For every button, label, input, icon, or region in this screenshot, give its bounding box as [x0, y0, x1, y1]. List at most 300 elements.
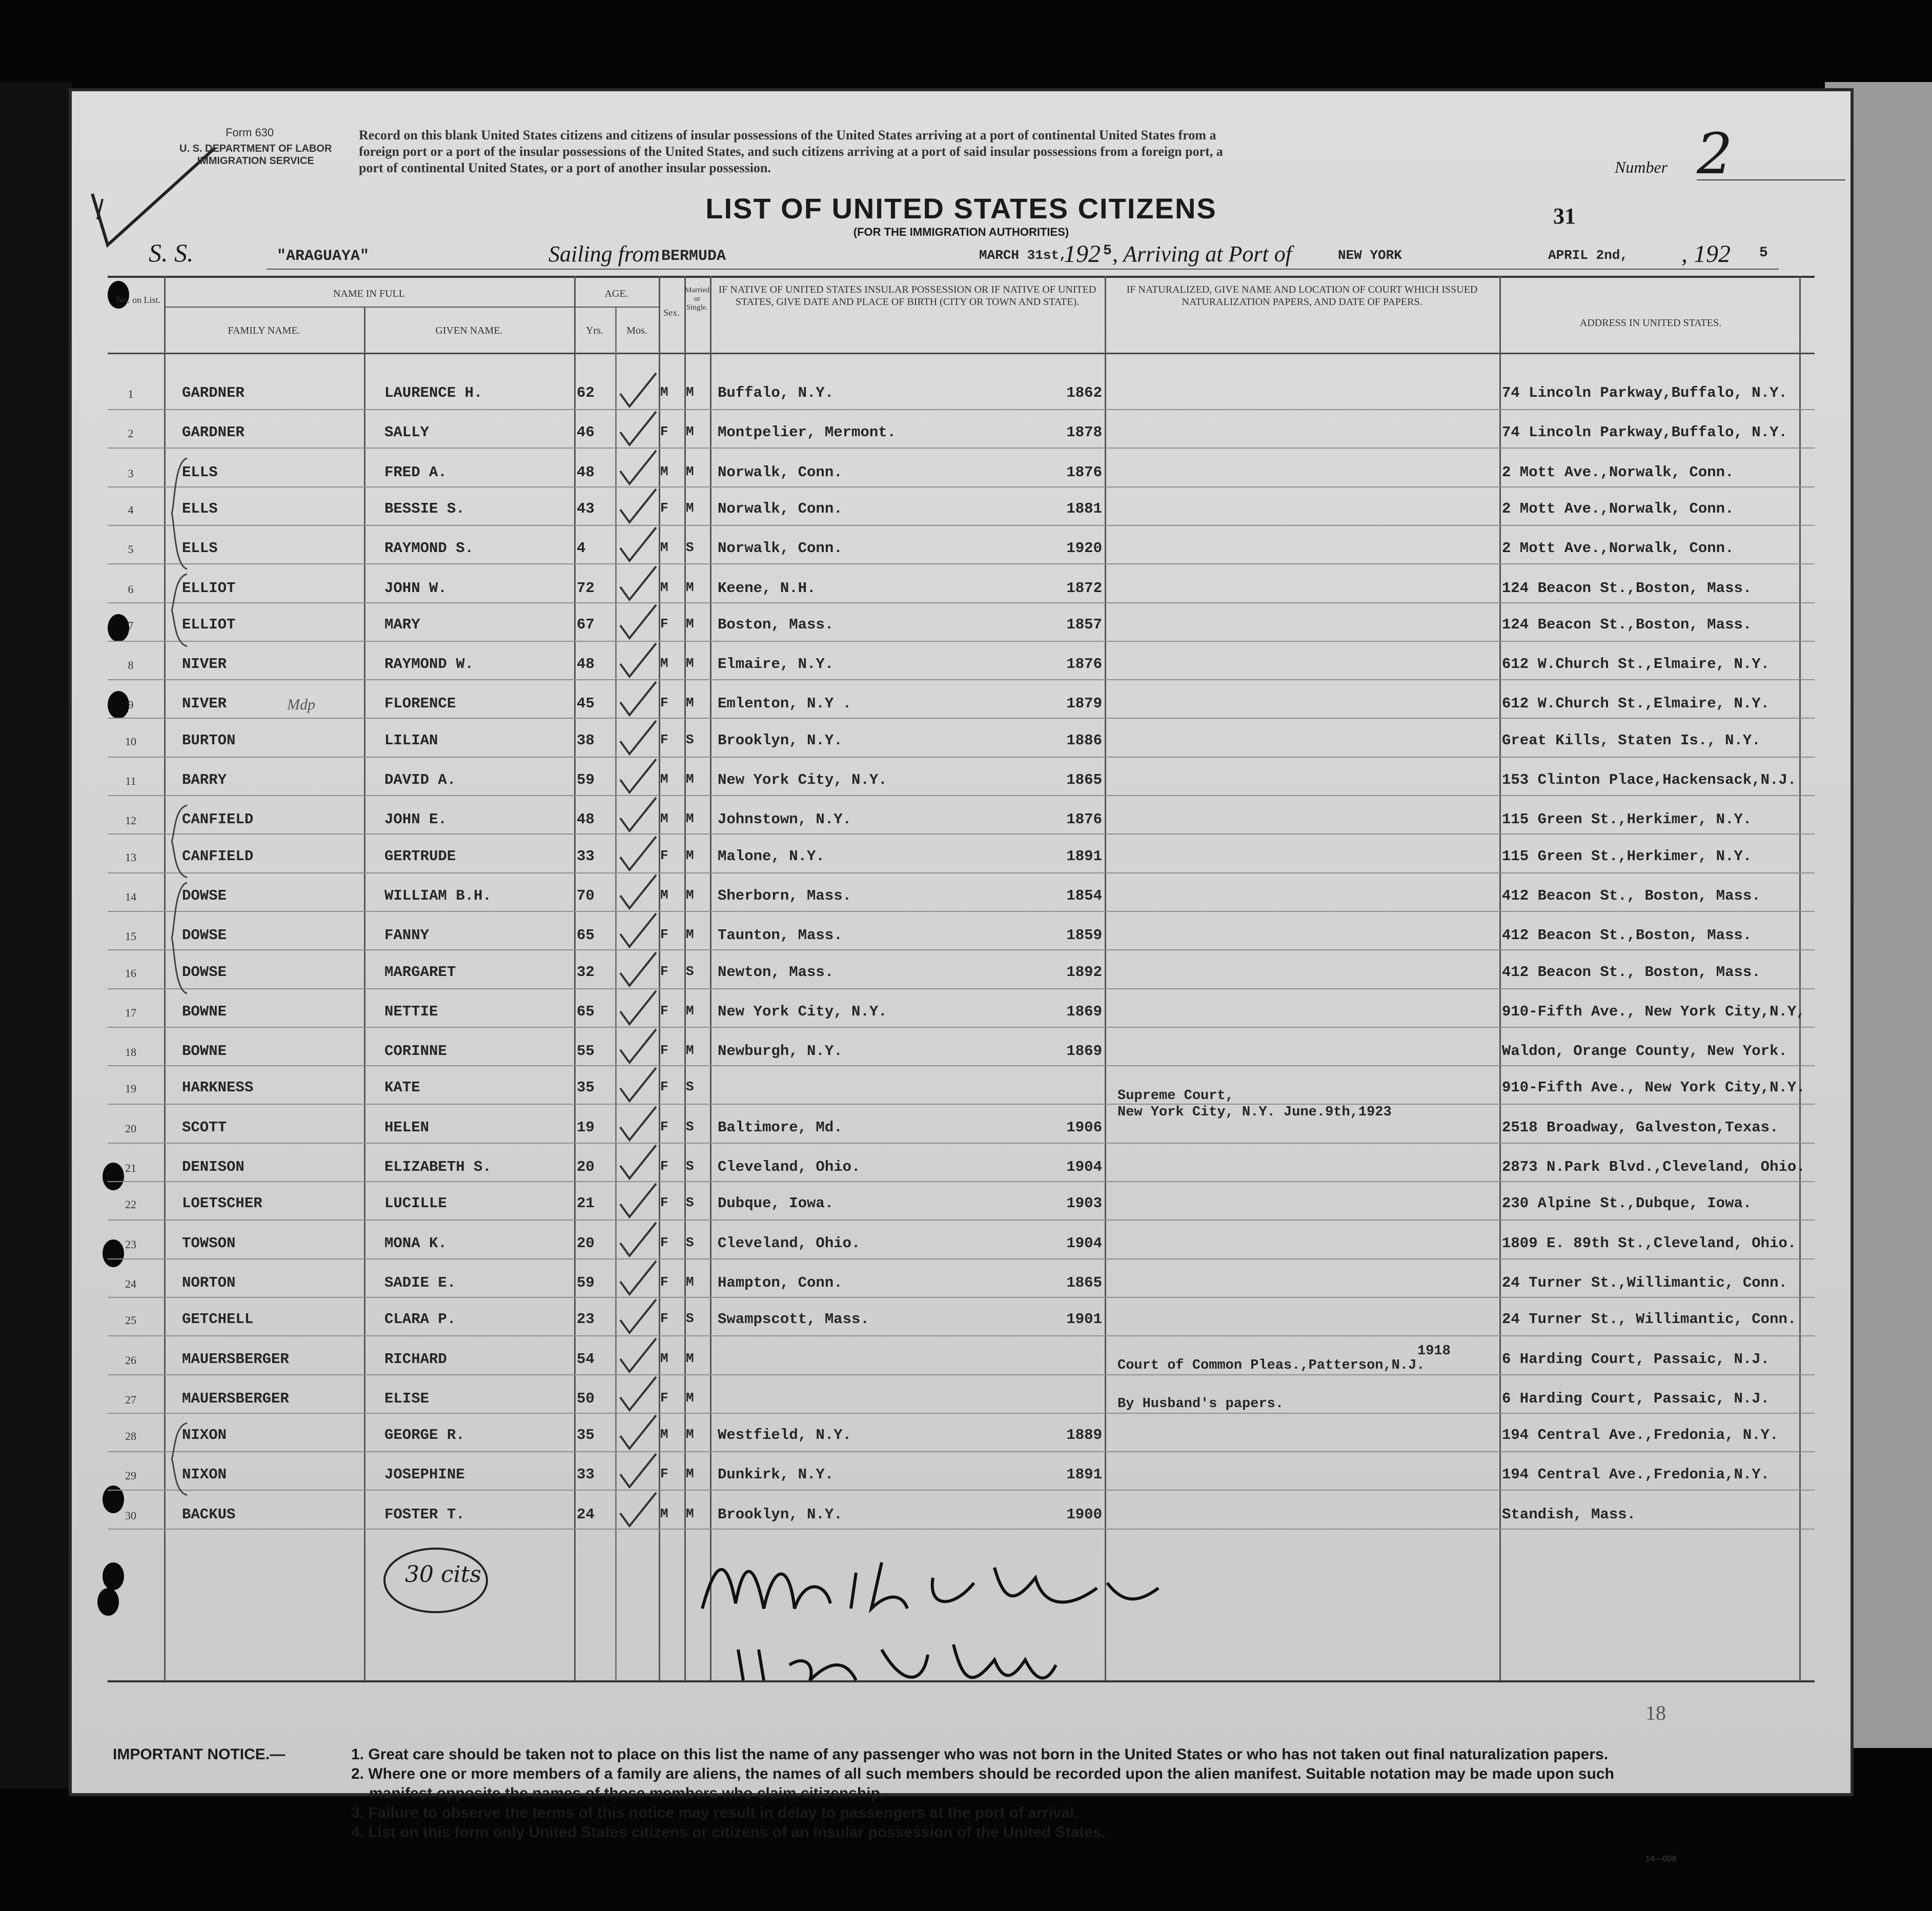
cell-address: 910-Fifth Ave., New York City,N.Y. [1502, 1079, 1805, 1096]
cell-family: BURTON [182, 731, 236, 749]
bottom-right-stamp-number: 18 [1645, 1701, 1666, 1724]
cell-no: 24 [125, 1277, 136, 1290]
cell-ms: M [686, 500, 694, 516]
checkmark-icon [615, 795, 661, 836]
cell-sex: F [660, 1195, 668, 1211]
cell-no: 27 [125, 1393, 136, 1406]
cell-age: 48 [577, 656, 595, 673]
cell-given: FANNY [384, 927, 430, 944]
cell-year: 1878 [1066, 424, 1102, 441]
cell-year: 1891 [1066, 847, 1102, 865]
cell-place: Cleveland, Ohio. [718, 1158, 861, 1175]
instruction-line: foreign port or a port of the insular possessions of the United States, and such citizens arriving at a port of said insular possessions from a foreign port, a [359, 144, 1223, 159]
cell-ms: M [686, 1466, 694, 1482]
instruction-line: port of continental United States, or a port of another insular possession. [359, 160, 771, 175]
cell-place: Newton, Mass. [718, 963, 834, 981]
cell-age: 23 [577, 1311, 595, 1328]
cell-ms: M [686, 616, 694, 632]
cell-ms: M [686, 1350, 694, 1366]
arrival-date: APRIL 2nd, [1548, 248, 1629, 263]
cell-age: 20 [577, 1158, 595, 1175]
checkmark-icon [615, 950, 661, 991]
cell-address: 412 Beacon St.,Boston, Mass. [1502, 927, 1752, 944]
family-bracket [169, 572, 195, 649]
cell-year: 1904 [1066, 1234, 1102, 1252]
cell-place: Dunkirk, N.Y. [718, 1466, 834, 1483]
cell-place: Boston, Mass. [718, 616, 834, 633]
cell-family: BOWNE [182, 1003, 227, 1020]
cell-age: 59 [577, 771, 595, 788]
row-rule [108, 833, 1815, 835]
cell-address: Standish, Mass. [1502, 1506, 1636, 1523]
cell-no: 2 [128, 427, 134, 440]
cell-no: 18 [125, 1046, 136, 1059]
cell-family: ELLS [182, 463, 218, 481]
cell-no: 22 [125, 1198, 136, 1211]
checkmark-icon [615, 872, 661, 913]
cell-age: 55 [577, 1043, 595, 1060]
cell-year: 1906 [1066, 1119, 1102, 1136]
header-naturalized: IF NATURALIZED, GIVE NAME AND LOCATION OF COURT WHICH ISSUED NATURALIZATION PAPERS, AND DATE OF PAPERS. [1126, 284, 1478, 308]
cell-address: 24 Turner St., Willimantic, Conn. [1502, 1311, 1797, 1328]
cell-ms: M [686, 887, 694, 903]
cell-sex: M [660, 384, 668, 400]
cell-ms: S [686, 1079, 694, 1095]
cell-no: 20 [125, 1122, 136, 1135]
cell-given: MARGARET [384, 963, 456, 981]
cell-address: 115 Green St.,Herkimer, N.Y. [1502, 847, 1752, 865]
checkmark-icon [615, 1413, 661, 1454]
row-rule [108, 1297, 1815, 1298]
cell-court-year: 1918 [1417, 1343, 1451, 1359]
cell-place: Norwalk, Conn. [718, 463, 843, 481]
cell-family: DENISON [182, 1158, 245, 1175]
cell-family: DOWSE [182, 927, 227, 944]
row-rule [108, 1529, 1815, 1530]
cell-family: NIVER [182, 656, 227, 673]
cell-sex: F [660, 616, 668, 632]
cell-given: BESSIE S. [384, 500, 465, 517]
cell-ms: M [686, 579, 694, 595]
cell-family: SCOTT [182, 1119, 227, 1136]
cell-year: 1891 [1066, 1466, 1102, 1483]
cell-family: NIXON [182, 1466, 227, 1483]
cell-address: 2 Mott Ave.,Norwalk, Conn. [1502, 463, 1734, 481]
cell-given: RAYMOND S. [384, 540, 474, 557]
cell-age: 65 [577, 927, 595, 944]
column-divider [364, 307, 365, 1680]
departure-date: MARCH 31st, [979, 248, 1067, 263]
cell-ms: M [686, 695, 694, 711]
cell-age: 21 [577, 1195, 595, 1212]
cell-no: 25 [125, 1314, 136, 1327]
manifest-page [72, 91, 1850, 1863]
instruction-line: Record on this blank United States citizens and citizens of insular possessions of the United States arriving at a port of continental United States from a [359, 128, 1216, 143]
cell-family: MAUERSBERGER [182, 1390, 289, 1407]
checkmark-icon [615, 564, 661, 605]
checkmark-icon [615, 1490, 661, 1531]
cell-family: ELLS [182, 500, 218, 517]
cell-no: 7 [128, 619, 134, 632]
cell-age: 33 [577, 1466, 595, 1483]
ship-name: "ARAGUAYA" [277, 248, 370, 265]
cell-address: 24 Turner St.,Willimantic, Conn. [1502, 1274, 1787, 1291]
cell-ms: M [686, 811, 694, 827]
cell-place: Brooklyn, N.Y. [718, 731, 843, 749]
voyage-underline [267, 269, 1779, 270]
cell-no: 8 [128, 659, 134, 672]
row-rule [108, 679, 1815, 680]
departure-year-digit: 5 [1103, 243, 1112, 259]
cell-age: 59 [577, 1274, 595, 1291]
cell-no: 16 [125, 966, 136, 980]
notice-item-4: 4. List on this form only United States citizens or citizens of an insular possession of the United States. [351, 1824, 1106, 1841]
cell-age: 65 [577, 1003, 595, 1020]
cell-address: 2518 Broadway, Galveston,Texas. [1502, 1119, 1779, 1136]
header-birth: IF NATIVE OF UNITED STATES INSULAR POSSESSION OR IF NATIVE OF UNITED STATES, GIVE DATE AND PLACE OF BIRTH (CITY OR TOWN AND STATE). [718, 284, 1096, 308]
cell-ms: M [686, 384, 694, 400]
cell-year: 1876 [1066, 811, 1102, 828]
cell-address: 6 Harding Court, Passaic, N.J. [1502, 1390, 1770, 1407]
cell-place: Baltimore, Md. [718, 1119, 843, 1136]
cell-ms: M [686, 1506, 694, 1521]
checkmark-icon [615, 1143, 661, 1184]
cell-given: FOSTER T. [384, 1506, 465, 1523]
row-rule [108, 757, 1815, 758]
cell-year: 1876 [1066, 656, 1102, 673]
row-rule [108, 718, 1815, 719]
row-rule [108, 1219, 1815, 1221]
departure-port: BERMUDA [661, 248, 726, 265]
cell-age: 19 [577, 1119, 595, 1136]
header-no-on-list: No. on List. [116, 295, 160, 305]
cell-no: 19 [125, 1082, 136, 1095]
cell-family: NIXON [182, 1427, 227, 1444]
row-rule [108, 795, 1815, 796]
cell-family: GARDNER [182, 384, 245, 401]
scan-left-margin [0, 82, 72, 1789]
row-rule [108, 1143, 1815, 1144]
cell-address: 612 W.Church St.,Elmaire, N.Y. [1502, 695, 1770, 713]
checkmark-icon [615, 679, 661, 720]
cell-no: 21 [125, 1162, 136, 1174]
cell-year: 1872 [1066, 579, 1102, 597]
cell-family: LOETSCHER [182, 1195, 262, 1212]
cell-family: BOWNE [182, 1043, 227, 1060]
header-mos: Mos. [626, 325, 647, 336]
cell-given: LAURENCE H. [384, 384, 483, 401]
cell-sex: F [660, 695, 668, 711]
cell-sex: F [660, 731, 668, 747]
cell-address: 74 Lincoln Parkway,Buffalo, N.Y. [1502, 384, 1787, 401]
checkmark-icon [615, 1336, 661, 1377]
cell-given: MARY [384, 616, 420, 633]
cell-age: 4 [577, 540, 586, 557]
row-rule [108, 1413, 1815, 1414]
checkmark-icon [615, 1451, 661, 1492]
cell-age: 20 [577, 1234, 595, 1252]
cell-place: Johnstown, N.Y. [718, 811, 852, 828]
cell-year: 1857 [1066, 616, 1102, 633]
checkmark-icon [615, 1258, 661, 1299]
cell-family: BARRY [182, 771, 227, 788]
cell-sex: M [660, 1350, 668, 1366]
row-rule [108, 1258, 1815, 1259]
cell-sex: M [660, 579, 668, 595]
cell-address: 2873 N.Park Blvd.,Cleveland, Ohio. [1502, 1158, 1805, 1175]
cell-given: NETTIE [384, 1003, 438, 1020]
cell-family: NIVER [182, 695, 227, 713]
checkmark-icon [615, 448, 661, 489]
cell-given: DAVID A. [384, 771, 456, 788]
header-age: AGE. [604, 288, 628, 299]
cell-place: Emlenton, N.Y . [718, 695, 852, 713]
cell-year: 1920 [1066, 540, 1102, 557]
row-rule [108, 1104, 1815, 1105]
row-rule [108, 1451, 1815, 1452]
cell-ms: S [686, 963, 694, 979]
cell-no: 26 [125, 1353, 136, 1367]
cell-given: JOSEPHINE [384, 1466, 465, 1483]
cell-sex: F [660, 847, 668, 863]
checkmark-icon [615, 757, 661, 798]
service-name: IMMIGRATION SERVICE [197, 155, 314, 167]
cell-sex: F [660, 500, 668, 516]
cell-address: 612 W.Church St.,Elmaire, N.Y. [1502, 656, 1770, 673]
cell-no: 6 [128, 582, 134, 596]
cell-sex: M [660, 1427, 668, 1442]
header-yrs: Yrs. [586, 325, 603, 336]
cell-no: 1 [128, 388, 134, 400]
cell-family: BACKUS [182, 1506, 236, 1523]
notice-item-3: 3. Failure to observe the terms of this notice may result in delay to passengers at the port of arrival. [351, 1804, 1079, 1821]
cell-address: 412 Beacon St., Boston, Mass. [1502, 963, 1761, 981]
cell-sex: M [660, 1506, 668, 1521]
cell-given: FRED A. [384, 463, 447, 481]
cell-given: KATE [384, 1079, 420, 1096]
ss-label: S. S. [149, 238, 194, 267]
cell-ms: M [686, 927, 694, 943]
cell-age: 62 [577, 384, 595, 401]
cell-age: 46 [577, 424, 595, 441]
cell-year: 1869 [1066, 1003, 1102, 1020]
cell-place: Dubque, Iowa. [718, 1195, 834, 1212]
cell-ms: S [686, 1158, 694, 1174]
cell-age: 70 [577, 887, 595, 904]
header-given-name: GIVEN NAME. [435, 325, 503, 336]
checkmark-icon [615, 409, 661, 450]
cell-family: DOWSE [182, 887, 227, 904]
cell-age: 50 [577, 1390, 595, 1407]
cell-place: Newburgh, N.Y. [718, 1043, 843, 1060]
cell-year: 1865 [1066, 1274, 1102, 1291]
row-rule [108, 602, 1815, 603]
cell-year: 1904 [1066, 1158, 1102, 1175]
cell-age: 72 [577, 579, 595, 597]
cell-year: 1881 [1066, 500, 1102, 517]
cell-address: 194 Central Ave.,Fredonia, N.Y. [1502, 1427, 1779, 1444]
cell-place: Malone, N.Y. [718, 847, 825, 865]
notice-item-2: 2. Where one or more members of a family are aliens, the names of all such members should be recorded upon the alien manifest. Suitable notation may be made upon such [351, 1765, 1614, 1782]
cell-sex: F [660, 1274, 668, 1290]
cell-ms: M [686, 1274, 694, 1290]
cell-address: 124 Beacon St.,Boston, Mass. [1502, 579, 1752, 597]
cell-given: JOHN E. [384, 811, 447, 828]
family-bracket [169, 1420, 195, 1498]
cell-ms: S [686, 1119, 694, 1134]
cell-family: MAUERSBERGER [182, 1350, 289, 1368]
row-rule [108, 1065, 1815, 1066]
table-top-rule [108, 276, 1815, 278]
department-name: U. S. DEPARTMENT OF LABOR [179, 143, 332, 154]
sailing-from-label: Sailing from [548, 241, 660, 267]
cell-year: 1854 [1066, 887, 1102, 904]
arrival-year-digit: 5 [1759, 245, 1768, 261]
checkmark-icon [615, 602, 661, 643]
cell-ms: S [686, 1311, 694, 1327]
cell-given: RAYMOND W. [384, 656, 474, 673]
cell-no: 4 [128, 503, 134, 516]
row-rule [108, 1490, 1815, 1491]
header-address: ADDRESS IN UNITED STATES. [1579, 317, 1722, 329]
cell-place: Norwalk, Conn. [718, 540, 843, 557]
cell-ms: M [686, 424, 694, 440]
cell-family: ELLS [182, 540, 218, 557]
cell-ms: M [686, 847, 694, 863]
cell-sex: M [660, 887, 668, 903]
cell-sex: M [660, 463, 668, 479]
header-sex: Sex. [663, 308, 680, 318]
cell-given: MONA K. [384, 1234, 447, 1252]
checkmark-icon [615, 911, 661, 952]
cell-sex: F [660, 1043, 668, 1059]
row-rule [108, 1181, 1815, 1182]
cell-no: 28 [125, 1430, 136, 1443]
cell-place: Sherborn, Mass. [718, 887, 852, 904]
cell-given: HELEN [384, 1119, 430, 1136]
cell-address: 2 Mott Ave.,Norwalk, Conn. [1502, 540, 1734, 557]
cell-ms: M [686, 1043, 694, 1059]
department-block [179, 143, 332, 167]
row-rule [108, 988, 1815, 989]
cell-place: Swampscott, Mass. [718, 1311, 869, 1328]
cell-family: DOWSE [182, 963, 227, 981]
cell-age: 35 [577, 1079, 595, 1096]
cell-place: Brooklyn, N.Y. [718, 1506, 843, 1523]
checkmark-icon [615, 834, 661, 875]
checkmark-icon [615, 641, 661, 682]
cell-place: Hampton, Conn. [718, 1274, 843, 1291]
cell-given: SADIE E. [384, 1274, 456, 1291]
cell-given: JOHN W. [384, 579, 447, 597]
cell-sex: F [660, 1466, 668, 1482]
cell-no: 13 [125, 850, 136, 864]
cell-place: Elmaire, N.Y. [718, 656, 834, 673]
cell-family: ELLIOT [182, 616, 236, 633]
cell-age: 67 [577, 616, 595, 633]
cell-place: Westfield, N.Y. [718, 1427, 852, 1444]
notice-heading: IMPORTANT NOTICE.— [113, 1746, 286, 1763]
number-label: Number [1615, 158, 1668, 176]
cell-address: 2 Mott Ave.,Norwalk, Conn. [1502, 500, 1734, 517]
cell-address: 230 Alpine St.,Dubque, Iowa. [1502, 1195, 1752, 1212]
notice-item-1: 1. Great care should be taken not to place on this list the name of any passenger who was not born in the United States or who has not taken out final naturalization papers. [351, 1746, 1609, 1763]
cell-ms: M [686, 1427, 694, 1442]
cell-no: 9 [128, 698, 134, 711]
checkmark-icon [615, 1220, 661, 1261]
row-rule [108, 409, 1815, 410]
header-married-single: Married or Single. [684, 286, 710, 312]
header-name-in-full: NAME IN FULL [333, 288, 405, 299]
row-rule [108, 563, 1815, 564]
cell-age: 43 [577, 500, 595, 517]
cell-no: 12 [125, 814, 136, 827]
page-reference-number: 31 [1553, 204, 1576, 229]
checkmark-icon [615, 988, 661, 1029]
cell-year: 1859 [1066, 927, 1102, 944]
cell-year: 1862 [1066, 384, 1102, 401]
row-rule [108, 486, 1815, 487]
margin-initials: Mdp [287, 696, 315, 713]
cell-ms: M [686, 771, 694, 787]
form-instructions [359, 127, 1223, 176]
notice-item-2-continued: manifest opposite the names of those members who claim citizenship. [369, 1785, 885, 1802]
arriving-label: , Arriving at Port of [1112, 241, 1292, 267]
cell-age: 33 [577, 847, 595, 865]
circled-note: 30 cits [405, 1561, 481, 1588]
cell-court: Supreme Court, [1117, 1088, 1234, 1104]
form-code: 14—008 [1645, 1855, 1677, 1863]
departure-year-prefix: 192 [1064, 240, 1101, 268]
cell-sex: F [660, 927, 668, 943]
cell-no: 23 [125, 1237, 136, 1251]
cell-sex: M [660, 771, 668, 787]
cell-address: Great Kills, Staten Is., N.Y. [1502, 731, 1761, 749]
cell-year: 1903 [1066, 1195, 1102, 1212]
cell-no: 11 [125, 775, 136, 787]
cell-family: GARDNER [182, 424, 245, 441]
cell-court: Court of Common Pleas.,Patterson,N.J. [1117, 1357, 1425, 1373]
arrival-port: NEW YORK [1338, 248, 1402, 263]
cell-sex: F [660, 1119, 668, 1134]
cell-given: ELISE [384, 1390, 430, 1407]
cell-year: 1869 [1066, 1043, 1102, 1060]
cell-no: 17 [125, 1006, 136, 1019]
cell-year: 1889 [1066, 1427, 1102, 1444]
cell-age: 45 [577, 695, 595, 713]
family-bracket [169, 880, 195, 996]
cell-place: Keene, N.H. [718, 579, 816, 597]
cell-place: Norwalk, Conn. [718, 500, 843, 517]
cell-no: 29 [125, 1469, 136, 1482]
family-bracket [169, 803, 195, 880]
cell-given: ELIZABETH S. [384, 1158, 492, 1175]
cell-year: 1876 [1066, 463, 1102, 481]
signature-image [687, 1532, 1225, 1685]
checkmark-icon [615, 371, 661, 412]
cell-no: 10 [125, 735, 136, 748]
page-title: LIST OF UNITED STATES CITIZENS [705, 192, 1217, 225]
cell-sex: F [660, 1079, 668, 1095]
row-rule [108, 1027, 1815, 1028]
cell-ms: S [686, 1234, 694, 1250]
row-rule [108, 949, 1815, 950]
checkmark-icon [615, 1065, 661, 1106]
cell-sex: M [660, 656, 668, 672]
cell-ms: S [686, 540, 694, 556]
cell-given: GERTRUDE [384, 847, 456, 865]
checkmark-icon [615, 486, 661, 527]
